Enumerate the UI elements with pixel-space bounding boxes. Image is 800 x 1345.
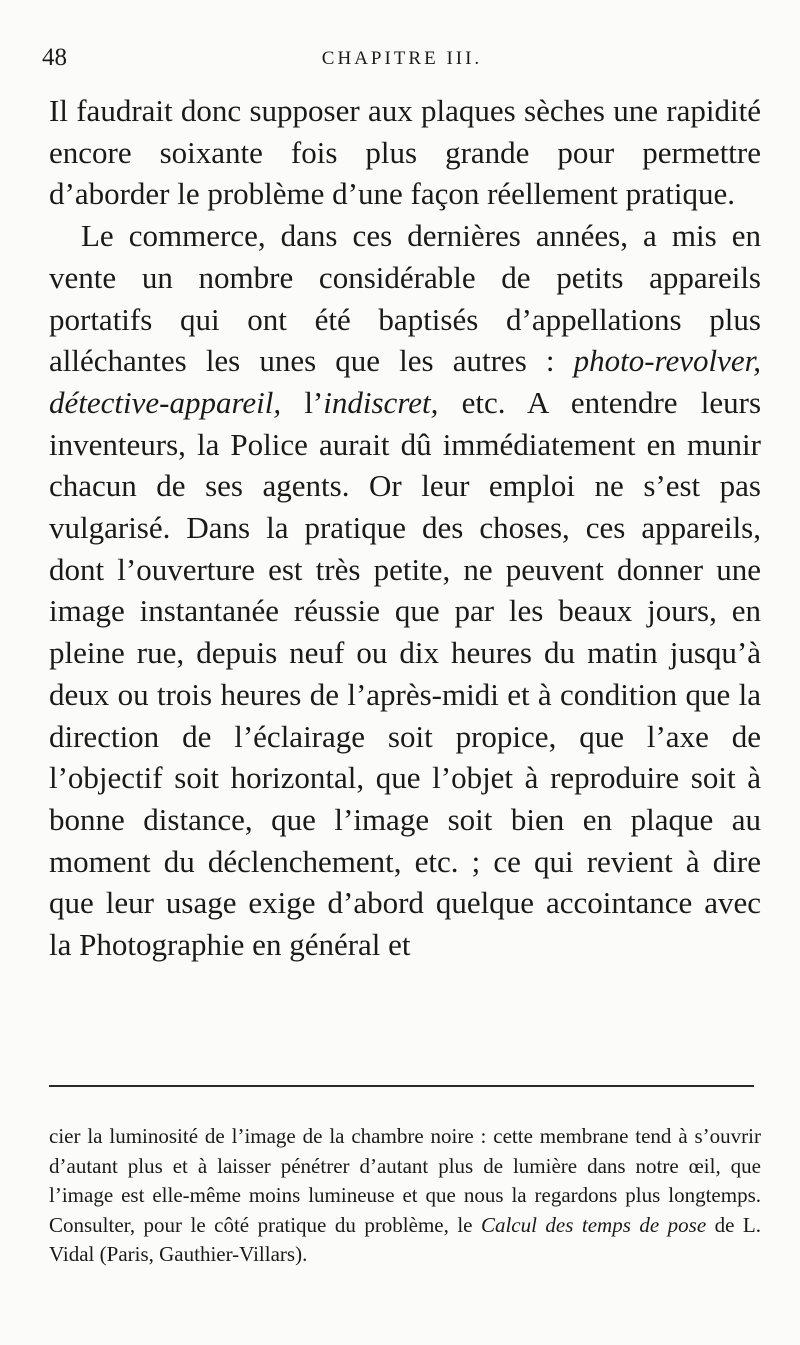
- page-header: [42, 44, 762, 74]
- footnote: [49, 1122, 761, 1270]
- footnote-divider: [49, 1085, 754, 1087]
- paragraph-2: [49, 215, 761, 966]
- paragraph-2-text-b: l’: [281, 384, 324, 420]
- footnote-text-a: cier la luminosité de l’image de la chambre noire : cette membrane tend à s’ouvrir d’autant plus et à laisser pénétrer d’autant plus de lumière dans notre œil, que l’image est elle-même moins lumineuse et que nous la regardons plus longtemps. Consulter, pour le côté pratique du problème, le: [49, 1124, 761, 1237]
- running-head: CHAPITRE III.: [321, 48, 483, 69]
- main-text: [49, 90, 761, 966]
- footnote-italic: Calcul des temps de pose: [480, 1212, 707, 1237]
- paragraph-2-italic-a: photo-revolver, détective-appareil,: [49, 343, 761, 420]
- paragraph-2-text-a: Le commerce, dans ces dernières années, a mis en vente un nombre considérable de petits appareils portatifs qui ont été baptisés d’appellations plus alléchantes les unes que les autres :: [49, 218, 761, 379]
- page-number: 48: [42, 44, 67, 71]
- paragraph-2-italic-b: indiscret,: [323, 384, 439, 420]
- paragraph-2-text-c: etc. A entendre leurs inventeurs, la Police aurait dû immédiatement en munir chacun de ses agents. Or leur emploi ne s’est pas vulgarisé. Dans la pratique des choses, ces appareils, dont l’ouverture est très petite, ne peuvent donner une image instantanée réussie que par les beaux jours, en pleine rue, depuis neuf ou dix heures du matin jusqu’à deux ou trois heures de l’après-midi et à condition que la direction de l’éclairage soit propice, que l’axe de l’objectif soit horizontal, que l’objet à reproduire soit à bonne distance, que l’image soit bien en plaque au moment du déclenchement, etc. ; ce qui revient à dire que leur usage exige d’abord quelque accointance avec la Photographie en général et: [49, 384, 762, 963]
- footnote-text-b: de L. Vidal (Paris, Gauthier-Villars).: [49, 1212, 761, 1266]
- paragraph-1: Il faudrait donc supposer aux plaques sèches une rapidité encore soixante fois plus grande pour permettre d’aborder le problème d’une façon réellement pratique.: [49, 93, 761, 212]
- footnote-paragraph: [49, 1122, 761, 1270]
